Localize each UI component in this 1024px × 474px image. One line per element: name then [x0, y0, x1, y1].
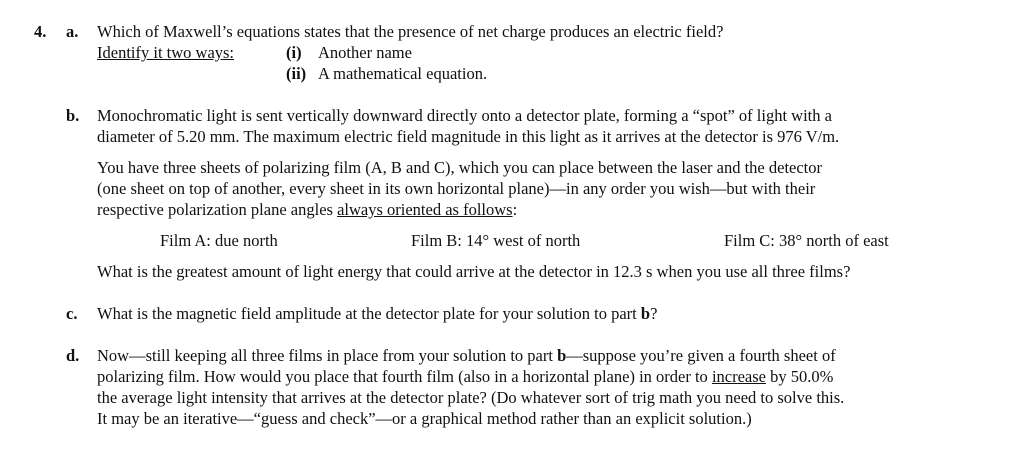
part-b-line-3-pre: respective polarization plane angles [97, 200, 338, 219]
part-a-option-1-label: (i) [286, 43, 302, 62]
part-b-paragraph-1-line-2: diameter of 5.20 mm. The maximum electric field magnitude in this light as it arrives at the detector is 976 V/m. [97, 127, 840, 146]
film-c: Film C: 38° north of east [724, 231, 889, 250]
part-d-line-1 [97, 346, 836, 366]
part-d-letter: d. [66, 346, 80, 365]
part-a-option-1-text: Another name [318, 43, 412, 62]
part-b-line-3-underlined: always oriented as follows [337, 200, 513, 219]
part-d-line-2 [97, 367, 833, 387]
part-c-text-pre: What is the magnetic field amplitude at the detector plate for your solution to part [97, 304, 641, 323]
part-b-letter: b. [66, 106, 80, 125]
part-b-question: What is the greatest amount of light energy that could arrive at the detector in 12.3 s when you use all three films? [97, 262, 851, 281]
part-a-option-2-text: A mathematical equation. [318, 64, 488, 83]
part-a-letter: a. [66, 22, 79, 41]
part-d-line-1-post: —suppose you’re given a fourth sheet of [566, 346, 836, 365]
part-a-question: Which of Maxwell’s equations states that the presence of net charge produces an electric field? [97, 22, 724, 41]
part-a-option-2-label: (ii) [286, 64, 307, 83]
part-d-line-2-post: by 50.0% [765, 367, 834, 386]
part-d-line-4: It may be an iterative—“guess and check”—or a graphical method rather than an explicit solution.) [97, 409, 752, 428]
part-c-letter: c. [66, 304, 78, 323]
part-b-line-3-post: : [512, 200, 518, 219]
part-d-line-3: the average light intensity that arrives at the detector plate? (Do whatever sort of trig math you need to solve this. [97, 388, 845, 407]
part-d-line-2-pre: polarizing film. How would you place that fourth film (also in a horizontal plane) in order to [97, 367, 712, 386]
part-b-paragraph-2-line-3 [97, 200, 517, 220]
problem-number: 4. [34, 22, 47, 41]
film-b: Film B: 14° west of north [411, 231, 581, 250]
part-d-line-2-underlined: increase [711, 367, 766, 386]
part-a-identify: Identify it two ways: [97, 43, 235, 62]
part-c-text-post: ? [650, 304, 658, 323]
part-b-paragraph-1-line-1: Monochromatic light is sent vertically downward directly onto a detector plate, forming a “spot” of light with a [97, 106, 832, 125]
part-b-paragraph-2-line-2: (one sheet on top of another, every sheet in its own horizontal plane)—in any order you wish—but with their [97, 179, 816, 198]
film-a: Film A: due north [160, 231, 278, 250]
part-d-line-1-pre: Now—still keeping all three films in place from your solution to part [97, 346, 558, 365]
part-b-paragraph-2-line-1: You have three sheets of polarizing film (A, B and C), which you can place between the laser and the detector [97, 158, 823, 177]
part-c-question [97, 304, 657, 324]
part-d-line-1-bold: b [557, 346, 567, 365]
part-c-text-bold: b [640, 304, 651, 323]
